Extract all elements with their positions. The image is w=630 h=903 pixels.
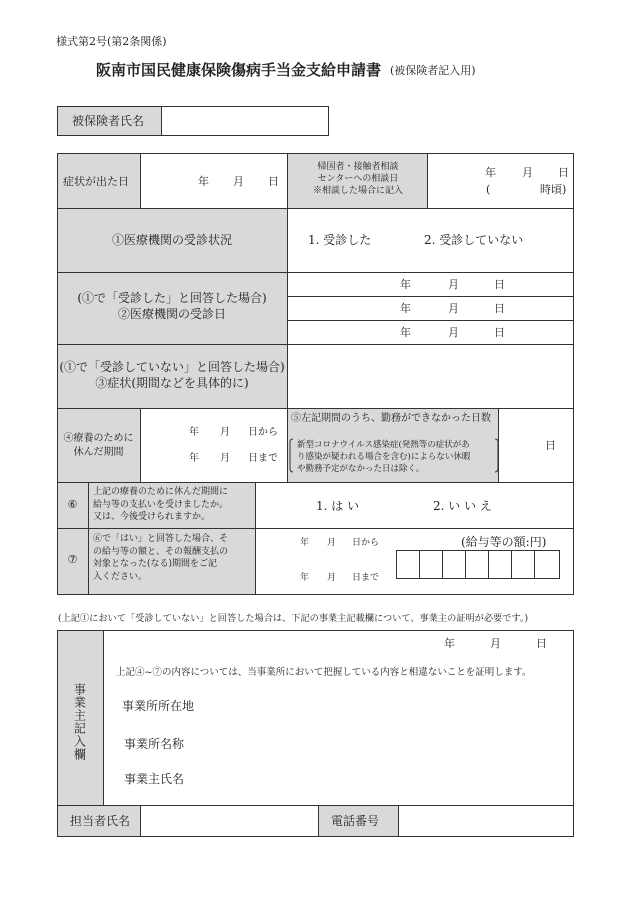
- contact-person-field[interactable]: [141, 806, 318, 836]
- to-mark: 日まで: [248, 453, 278, 464]
- leave-period-field[interactable]: [141, 409, 287, 482]
- q7-to-mark: 日まで: [352, 573, 380, 583]
- day-mark: 日: [494, 278, 505, 291]
- q6-text-line2: 給与等の支払いを受けましたか。: [93, 499, 229, 510]
- q7-month-to: 月: [327, 573, 337, 583]
- q6-option-yes[interactable]: 1. は い: [316, 499, 360, 513]
- center-label-line1: 帰国者・接触者相談: [317, 162, 399, 172]
- day-mark: 日: [545, 439, 556, 452]
- day-mark: 日: [494, 326, 505, 339]
- phone-field[interactable]: [399, 806, 573, 836]
- q3-label: [57, 359, 287, 391]
- employer-side-label: 事業主記入欄: [72, 683, 87, 761]
- center-label: [290, 161, 426, 197]
- paren-open: (: [486, 183, 491, 196]
- q1-label: ①医療機関の受診状況: [111, 233, 232, 247]
- q4-label-line2: 休んだ期間: [73, 446, 124, 458]
- contact-person-label: 担当者氏名: [70, 814, 131, 828]
- q1-option-visited[interactable]: 1. 受診した: [308, 233, 372, 247]
- employer-address-field[interactable]: [200, 693, 570, 717]
- center-label-line3: ※相談した場合に記入: [312, 186, 403, 197]
- month-mark: 月: [448, 278, 459, 291]
- employer-day: 日: [536, 637, 547, 650]
- q6-text: [93, 486, 228, 524]
- year-mark: 年: [400, 278, 411, 291]
- q4-label-line1: ④療養のために: [63, 433, 134, 444]
- month-mark: 月: [220, 453, 230, 464]
- q5-note-line1: 新型コロナウイルス感染症(発熱等の症状があ: [297, 440, 470, 450]
- q6-text-line3: 又は、今後受けられますか。: [93, 512, 211, 523]
- year-mark: 年: [189, 453, 199, 464]
- q2-label-line2: ②医療機関の受診日: [117, 307, 226, 322]
- page-title: 阪南市国民健康保険傷病手当金支給申請書: [96, 61, 382, 79]
- amount-digit-box[interactable]: [419, 550, 443, 579]
- q1-option-not-visited[interactable]: 2. 受診していない: [424, 233, 524, 247]
- symptom-date-field[interactable]: [141, 154, 287, 208]
- q7-month-from: 月: [327, 538, 337, 548]
- q2-label: [57, 290, 287, 322]
- q7-text-line4: 入ください。: [93, 571, 148, 582]
- employer-owner-field[interactable]: [200, 766, 570, 790]
- insured-name-field[interactable]: [162, 107, 328, 135]
- q6-number: ⑥: [67, 498, 78, 511]
- unworked-days-field[interactable]: [499, 409, 573, 482]
- year-mark: 年: [189, 427, 199, 438]
- amount-digit-box[interactable]: [534, 550, 560, 579]
- day-mark: 日: [494, 302, 505, 315]
- day-mark: 日: [558, 166, 569, 179]
- q5-note-line2: り感染が疑われる場合を含む)によらない休暇: [297, 451, 471, 462]
- q3-label-line1: (①で「受診していない」と回答した場合): [59, 360, 285, 374]
- year-mark: 年: [400, 302, 411, 315]
- year-mark: 年: [400, 326, 411, 339]
- consult-date-field[interactable]: [428, 154, 573, 208]
- year-mark: 年: [485, 166, 496, 179]
- q7-from-mark: 日から: [352, 538, 380, 548]
- amount-digit-box[interactable]: [488, 550, 512, 579]
- amount-digit-box[interactable]: [442, 550, 466, 579]
- from-mark: 日から: [248, 427, 278, 438]
- amount-digit-box[interactable]: [465, 550, 489, 579]
- q7-year-to: 年: [300, 573, 310, 583]
- employer-year: 年: [444, 637, 455, 650]
- insured-name-label: 被保険者氏名: [72, 114, 145, 128]
- time-mark: 時頃): [540, 183, 567, 196]
- employer-certify-text: 上記④~⑦の内容については、当事業所において把握している内容と相違ないことを証明します。: [116, 667, 532, 678]
- q7-text-line2: の給与等の額と、その報酬支払の: [93, 546, 229, 557]
- q5-note-line3: や勤務予定がなかった日は除く。: [297, 463, 425, 474]
- q5-note: [297, 440, 470, 476]
- symptom-date-label: 症状が出た日: [63, 175, 129, 188]
- q7-text-line1: ⑥で「はい」と回答した場合、そ: [93, 534, 229, 544]
- form-number: 様式第2号(第2条関係): [56, 35, 167, 48]
- q2-label-line1: (①で「受診した」と回答した場合): [77, 291, 267, 305]
- employer-name-field[interactable]: [200, 731, 570, 755]
- q7-number: ⑦: [67, 553, 78, 566]
- q6-text-line1: 上記の療養のために休んだ期間に: [93, 487, 229, 497]
- employer-note: (上記①において「受診していない」と回答した場合は、下記の事業主記載欄について、事業主の証明が必要です。): [58, 613, 529, 624]
- phone-label: 電話番号: [331, 814, 380, 828]
- q7-text: [93, 533, 228, 583]
- q4-label: [57, 432, 140, 459]
- month-mark: 月: [448, 326, 459, 339]
- amount-digit-box[interactable]: [511, 550, 535, 579]
- q3-label-line2: ③症状(期間などを具体的に): [95, 376, 249, 391]
- q6-option-no[interactable]: 2. い い え: [433, 499, 492, 513]
- month-mark: 月: [448, 302, 459, 315]
- q5-label: ⑤左記期間のうち、勤務ができなかった日数: [291, 413, 491, 424]
- month-mark: 月: [233, 175, 244, 188]
- day-mark: 日: [268, 175, 279, 188]
- q7-year-from: 年: [300, 538, 310, 548]
- amount-digit-box[interactable]: [396, 550, 420, 579]
- employer-month: 月: [490, 637, 501, 650]
- center-label-line2: センターへの相談日: [317, 174, 399, 185]
- employer-owner-label: 事業主氏名: [124, 772, 185, 786]
- visit-date-field-3[interactable]: [288, 321, 573, 344]
- employer-address-label: 事業所所在地: [122, 699, 195, 713]
- page-title-note: (被保険者記入用): [390, 64, 476, 77]
- q7-text-line3: 対象となった(なる)期間をご記: [93, 559, 218, 570]
- visit-date-field-2[interactable]: [288, 297, 573, 320]
- employer-name-label: 事業所名称: [124, 737, 185, 751]
- amount-label: (給与等の額:円): [461, 535, 547, 549]
- symptom-detail-field[interactable]: [288, 345, 573, 408]
- month-mark: 月: [522, 166, 533, 179]
- year-mark: 年: [198, 175, 209, 188]
- visit-date-field-1[interactable]: [288, 273, 573, 296]
- month-mark: 月: [220, 427, 230, 438]
